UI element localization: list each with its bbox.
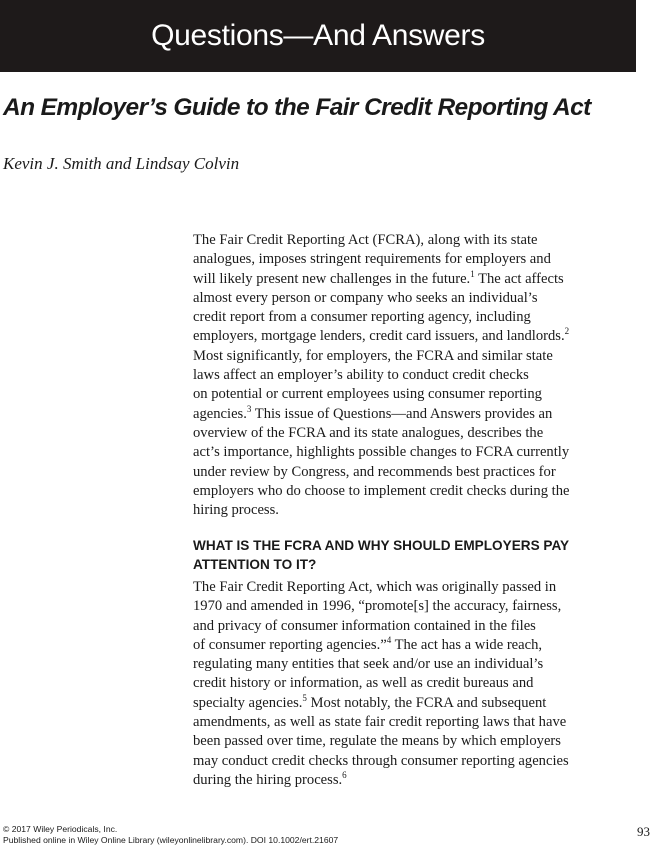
article-title: An Employer’s Guide to the Fair Credit Reporting Act: [3, 94, 591, 121]
text-line: will likely present new challenges in the future.$^1$ The act affects: [193, 268, 564, 287]
text-line: agencies.$^3$ This issue of Questions—and Answers provides an: [193, 403, 553, 422]
text-line: amendments, as well as state fair credit reporting laws that have: [193, 714, 567, 731]
text-line: employers who do choose to implement credit checks during the: [193, 482, 570, 499]
heading-line: ATTENTION TO IT?: [193, 556, 317, 572]
section-title: Questions—And Answers: [151, 19, 485, 52]
footnote-ref[interactable]: 4: [386, 635, 392, 646]
section-paragraph: [193, 578, 638, 790]
footnote-ref[interactable]: 3: [246, 403, 252, 414]
text-line: 1970 and amended in 1996, “promote[s] the accuracy, fairness,: [193, 598, 562, 615]
page-number: 93: [637, 824, 650, 839]
publication-info: Published online in Wiley Online Library (wileyonlinelibrary.com). DOI 10.1002/ert.21607: [3, 834, 339, 845]
text-line: been passed over time, regulate the means by which employers: [193, 733, 561, 750]
text-line: hiring process.: [193, 502, 279, 519]
text-line: of consumer reporting agencies.”$^4$ The act has a wide reach,: [193, 635, 543, 653]
text-line: The Fair Credit Reporting Act (FCRA), along with its state: [193, 232, 538, 248]
footnote-ref[interactable]: 6: [342, 770, 347, 781]
text-line: employers, mortgage lenders, credit card issuers, and landlords.$^2$: [193, 326, 570, 345]
text-line: on potential or current employees using consumer reporting: [193, 386, 542, 403]
text-line: credit report from a consumer reporting agency, including: [193, 309, 531, 326]
text-line: may conduct credit checks through consumer reporting agencies: [193, 752, 569, 769]
text-line: The Fair Credit Reporting Act, which was originally passed in: [193, 579, 557, 595]
text-line: under review by Congress, and recommends best practices for: [193, 463, 556, 480]
heading-line: WHAT IS THE FCRA AND WHY SHOULD EMPLOYERS PAY: [193, 538, 570, 554]
footnote-ref[interactable]: 5: [302, 692, 307, 703]
text-line: during the hiring process.$^6$: [193, 770, 347, 788]
text-line: Most significantly, for employers, the FCRA and similar state: [193, 347, 553, 364]
text-line: act’s importance, highlights possible changes to FCRA currently: [193, 444, 570, 461]
section-banner: [0, 0, 636, 72]
article-authors: Kevin J. Smith and Lindsay Colvin: [3, 154, 240, 173]
copyright-notice: © 2017 Wiley Periodicals, Inc.: [3, 824, 118, 834]
footnote-ref[interactable]: 2: [564, 326, 570, 337]
text-line: regulating many entities that seek and/or use an individual’s: [193, 656, 544, 673]
text-line: almost every person or company who seeks an individual’s: [193, 289, 538, 306]
section-heading: [193, 537, 633, 574]
text-line: laws affect an employer’s ability to conduct credit checks: [193, 367, 529, 384]
page-footer: [3, 824, 338, 845]
intro-paragraph: [193, 231, 638, 520]
text-line: and privacy of consumer information contained in the files: [193, 617, 536, 634]
text-line: overview of the FCRA and its state analogues, describes the: [193, 424, 544, 441]
footnote-ref[interactable]: 1: [470, 268, 475, 279]
text-line: analogues, imposes stringent requirements for employers and: [193, 251, 551, 268]
text-line: credit history or information, as well as credit bureaus and: [193, 675, 534, 692]
text-line: specialty agencies.$^5$ Most notably, the FCRA and subsequent: [193, 692, 547, 711]
